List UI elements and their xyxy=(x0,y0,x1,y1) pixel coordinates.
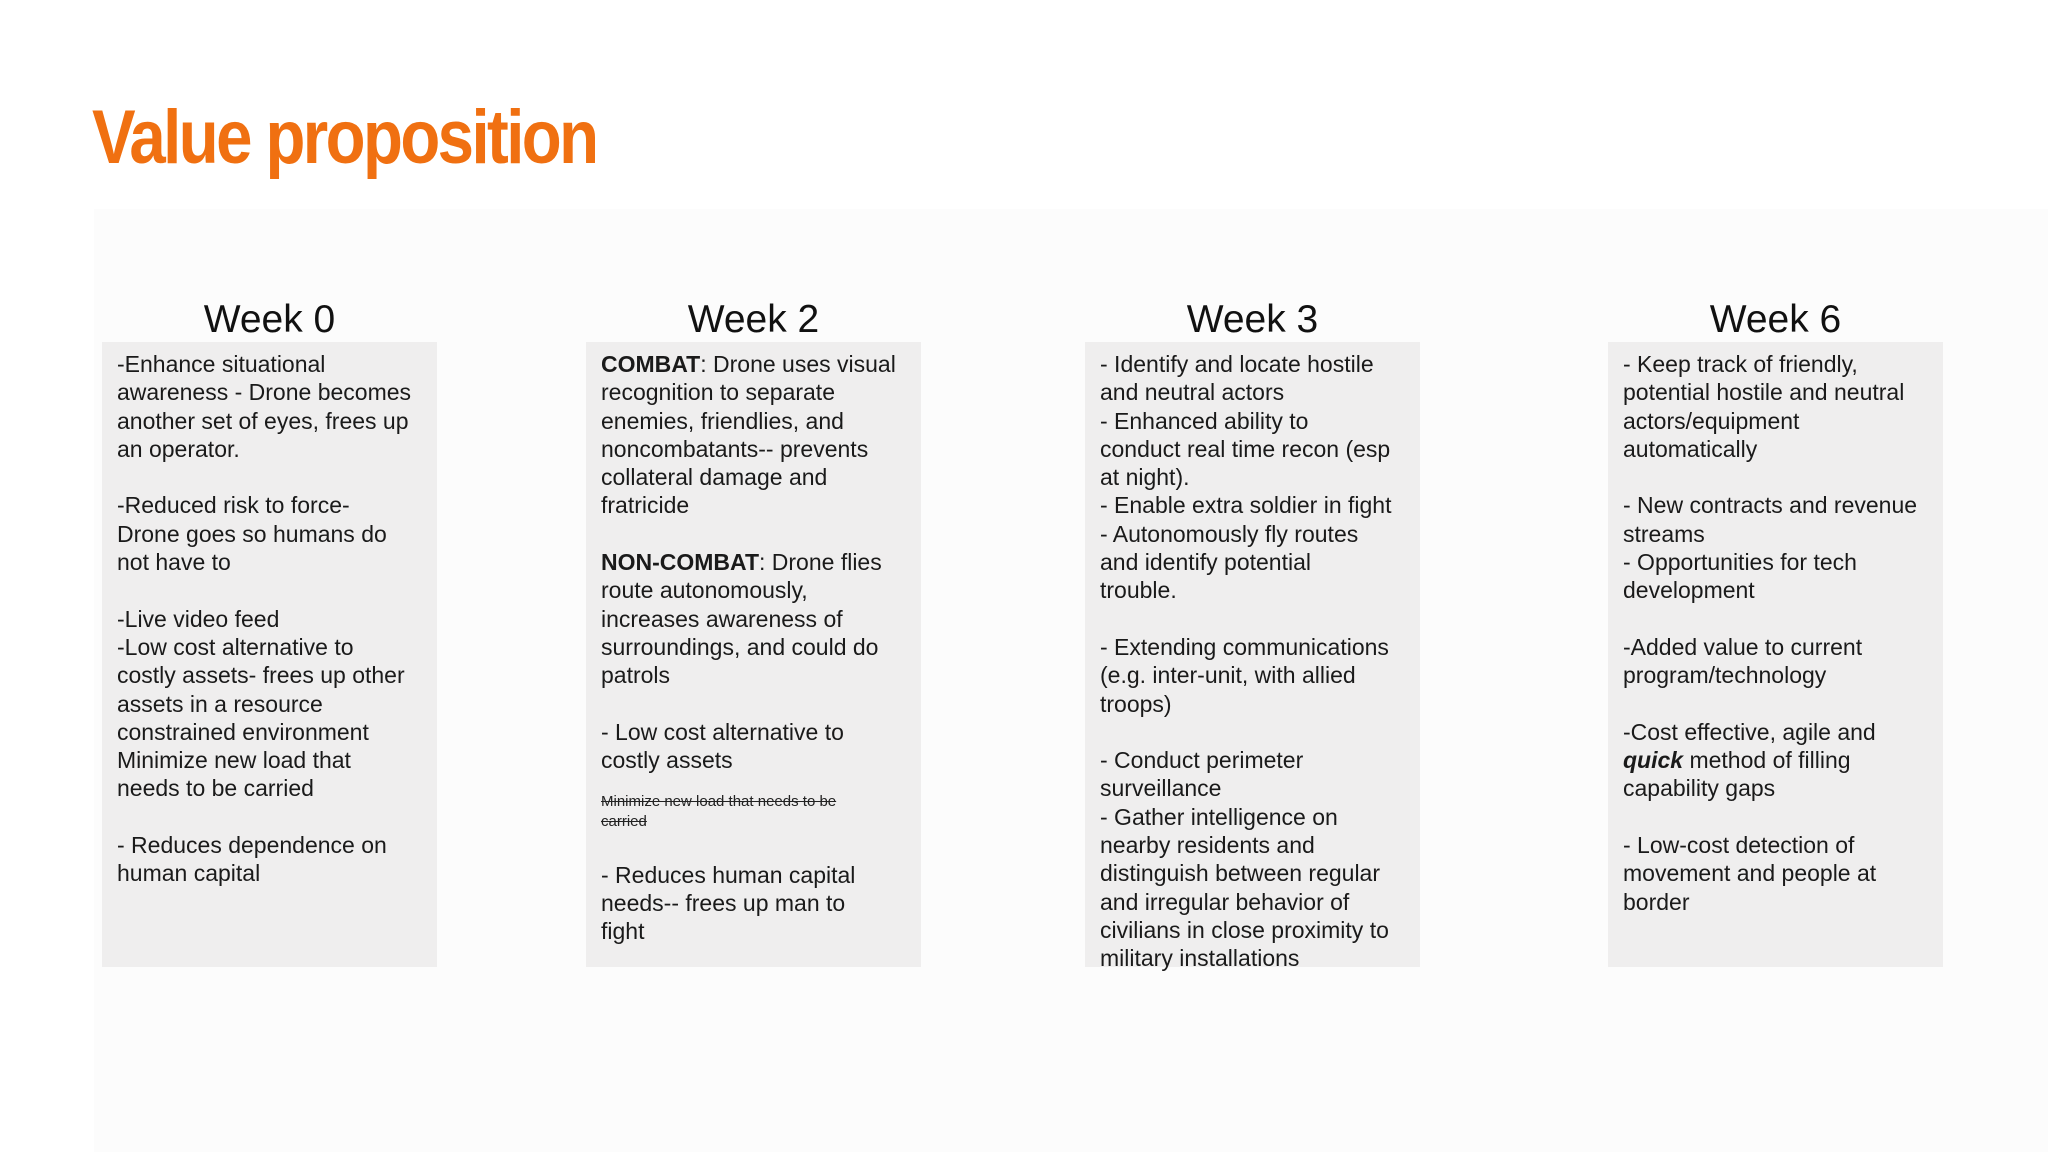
text-line xyxy=(1100,520,1406,548)
line-text: - Conduct perimeter xyxy=(1100,747,1304,774)
line-text: - Reduces human capital xyxy=(601,861,856,888)
line-text: : Drone flies xyxy=(759,549,882,576)
text-line xyxy=(1623,378,1929,406)
line-text: surveillance xyxy=(1100,775,1222,802)
emphasis-word: quick xyxy=(1623,747,1684,774)
line-text: noncombatants-- prevents xyxy=(601,435,869,462)
blank-line xyxy=(601,520,907,548)
line-text: assets in a resource xyxy=(117,690,323,717)
text-line xyxy=(1100,746,1406,774)
text-line xyxy=(601,378,907,406)
text-line xyxy=(117,774,423,802)
blank-line xyxy=(1623,463,1929,491)
line-text: (e.g. inter-unit, with allied xyxy=(1100,662,1356,689)
line-text: trouble. xyxy=(1100,577,1177,604)
line-text: military installations xyxy=(1100,945,1300,972)
text-line xyxy=(117,746,423,774)
text-line xyxy=(1623,548,1929,576)
line-text: - Enable extra soldier in fight xyxy=(1100,492,1392,519)
line-text: Minimize new load that needs to be xyxy=(601,793,837,811)
week-card xyxy=(586,342,921,967)
blank-line xyxy=(601,690,907,718)
line-text: awareness - Drone becomes xyxy=(117,379,412,406)
line-text: patrols xyxy=(601,662,671,689)
line-text: increases awareness of xyxy=(601,605,843,632)
line-text: - Keep track of friendly, xyxy=(1623,351,1858,377)
line-text: -Live video feed xyxy=(117,605,280,632)
text-line xyxy=(601,746,907,774)
week-heading: Week 6 xyxy=(1709,298,1842,341)
text-line xyxy=(1623,774,1929,802)
text-line xyxy=(1623,718,1929,746)
line-text: -Low cost alternative to xyxy=(117,633,354,660)
line-text: and neutral actors xyxy=(1100,379,1285,406)
line-text: - Enhanced ability to xyxy=(1100,407,1309,434)
line-text: development xyxy=(1623,577,1755,604)
blank-line xyxy=(601,832,907,860)
text-line xyxy=(1623,633,1929,661)
line-text: : Drone uses visual xyxy=(700,351,896,377)
text-line xyxy=(601,548,907,576)
spacer xyxy=(601,774,907,792)
text-line xyxy=(1100,435,1406,463)
blank-line xyxy=(1623,803,1929,831)
text-line xyxy=(601,576,907,604)
struck-text-line xyxy=(601,792,907,812)
week-heading: Week 2 xyxy=(687,298,820,341)
text-line xyxy=(117,407,423,435)
line-text: - Opportunities for tech xyxy=(1623,549,1857,576)
text-line xyxy=(601,633,907,661)
text-line xyxy=(1623,576,1929,604)
line-text: - Low-cost detection of xyxy=(1623,832,1855,859)
line-text: -Added value to current xyxy=(1623,633,1863,660)
line-text: - Autonomously fly routes xyxy=(1100,520,1359,547)
week-card xyxy=(102,342,437,967)
line-text: another set of eyes, frees up xyxy=(117,407,409,434)
line-text: costly assets- frees up other xyxy=(117,662,405,689)
text-line xyxy=(1623,435,1929,463)
line-text: potential hostile and neutral xyxy=(1623,379,1905,406)
text-line xyxy=(601,491,907,519)
week-card xyxy=(1085,342,1420,972)
text-line xyxy=(601,661,907,689)
line-text: collateral damage and xyxy=(601,464,828,491)
line-text: program/technology xyxy=(1623,662,1827,689)
line-text: nearby residents and xyxy=(1100,832,1315,859)
blank-line xyxy=(1623,690,1929,718)
line-text: not have to xyxy=(117,549,231,576)
text-line xyxy=(117,831,423,859)
text-line xyxy=(1623,350,1929,378)
page-title: Value proposition xyxy=(92,95,597,180)
line-text: troops) xyxy=(1100,690,1172,717)
week-card xyxy=(1608,342,1943,967)
text-line xyxy=(601,917,907,945)
line-text: surroundings, and could do xyxy=(601,633,879,660)
line-text: capability gaps xyxy=(1623,775,1776,802)
text-line xyxy=(1100,803,1406,831)
text-line xyxy=(1100,491,1406,519)
line-text: - Reduces dependence on xyxy=(117,832,387,859)
text-line xyxy=(117,491,423,519)
line-text: -Cost effective, agile and xyxy=(1623,718,1876,745)
text-line xyxy=(601,861,907,889)
blank-line xyxy=(117,803,423,831)
emphasis-label: NON-COMBAT xyxy=(601,549,759,576)
text-line xyxy=(1100,350,1406,378)
text-line xyxy=(117,350,423,378)
line-text: human capital xyxy=(117,860,261,887)
text-line xyxy=(1623,407,1929,435)
text-line xyxy=(1100,633,1406,661)
text-line xyxy=(601,605,907,633)
text-line xyxy=(117,435,423,463)
text-line xyxy=(601,435,907,463)
line-text: an operator. xyxy=(117,435,240,462)
text-line xyxy=(1100,378,1406,406)
text-line xyxy=(601,889,907,917)
line-text: streams xyxy=(1623,520,1705,547)
text-line xyxy=(117,633,423,661)
blank-line xyxy=(1100,718,1406,746)
struck-text-line xyxy=(601,812,907,832)
line-text: - Identify and locate hostile xyxy=(1100,351,1374,377)
text-line xyxy=(1623,859,1929,887)
text-line xyxy=(117,718,423,746)
text-line xyxy=(601,350,907,378)
line-text: constrained environment xyxy=(117,718,369,745)
line-text: and identify potential xyxy=(1100,549,1311,576)
text-line xyxy=(1100,407,1406,435)
line-text: - New contracts and revenue xyxy=(1623,492,1918,519)
line-text: distinguish between regular xyxy=(1100,860,1381,887)
blank-line xyxy=(117,463,423,491)
week-heading: Week 3 xyxy=(1186,298,1319,341)
text-line xyxy=(1623,491,1929,519)
text-line xyxy=(601,407,907,435)
text-line xyxy=(1100,548,1406,576)
text-line xyxy=(1100,463,1406,491)
text-line xyxy=(1100,888,1406,916)
text-line xyxy=(1100,944,1406,972)
line-text: needs-- frees up man to xyxy=(601,890,846,917)
line-text: - Gather intelligence on xyxy=(1100,803,1338,830)
text-line xyxy=(1623,831,1929,859)
line-text: fratricide xyxy=(601,492,690,519)
line-text: enemies, friendlies, and xyxy=(601,407,844,434)
line-text: automatically xyxy=(1623,435,1758,462)
text-line xyxy=(117,605,423,633)
text-line xyxy=(1623,888,1929,916)
text-line xyxy=(1100,859,1406,887)
line-text: - Extending communications xyxy=(1100,633,1389,660)
line-text: costly assets xyxy=(601,747,733,774)
line-text: Minimize new load that xyxy=(117,747,351,774)
line-text: at night). xyxy=(1100,464,1190,491)
text-line xyxy=(601,718,907,746)
emphasis-label: COMBAT xyxy=(601,351,701,377)
line-text: civilians in close proximity to xyxy=(1100,916,1389,943)
text-line xyxy=(601,463,907,491)
blank-line xyxy=(117,576,423,604)
line-text: Drone goes so humans do xyxy=(117,520,387,547)
text-line xyxy=(117,859,423,887)
line-text: -Reduced risk to force- xyxy=(117,492,350,519)
text-line xyxy=(117,548,423,576)
line-text: and irregular behavior of xyxy=(1100,888,1350,915)
text-line xyxy=(1100,661,1406,689)
line-text: recognition to separate xyxy=(601,379,835,406)
text-line xyxy=(1623,661,1929,689)
line-text: fight xyxy=(601,918,645,945)
week-heading: Week 0 xyxy=(203,298,336,341)
line-text: conduct real time recon (esp xyxy=(1100,435,1391,462)
line-text: actors/equipment xyxy=(1623,407,1800,434)
blank-line xyxy=(1623,605,1929,633)
line-text: route autonomously, xyxy=(601,577,808,604)
text-line xyxy=(117,520,423,548)
blank-line xyxy=(1100,605,1406,633)
text-line xyxy=(1100,916,1406,944)
line-text: -Enhance situational xyxy=(117,351,326,377)
line-text: movement and people at xyxy=(1623,860,1877,887)
text-line xyxy=(1623,520,1929,548)
line-text: border xyxy=(1623,888,1690,915)
line-text: - Low cost alternative to xyxy=(601,718,844,745)
text-line xyxy=(117,690,423,718)
text-line xyxy=(1100,831,1406,859)
line-text: method of filling xyxy=(1683,747,1851,774)
text-line xyxy=(1100,774,1406,802)
line-text: needs to be carried xyxy=(117,775,314,802)
text-line xyxy=(1100,690,1406,718)
text-line xyxy=(117,661,423,689)
text-line xyxy=(1623,746,1929,774)
text-line xyxy=(117,378,423,406)
text-line xyxy=(1100,576,1406,604)
line-text: carried xyxy=(601,813,647,831)
